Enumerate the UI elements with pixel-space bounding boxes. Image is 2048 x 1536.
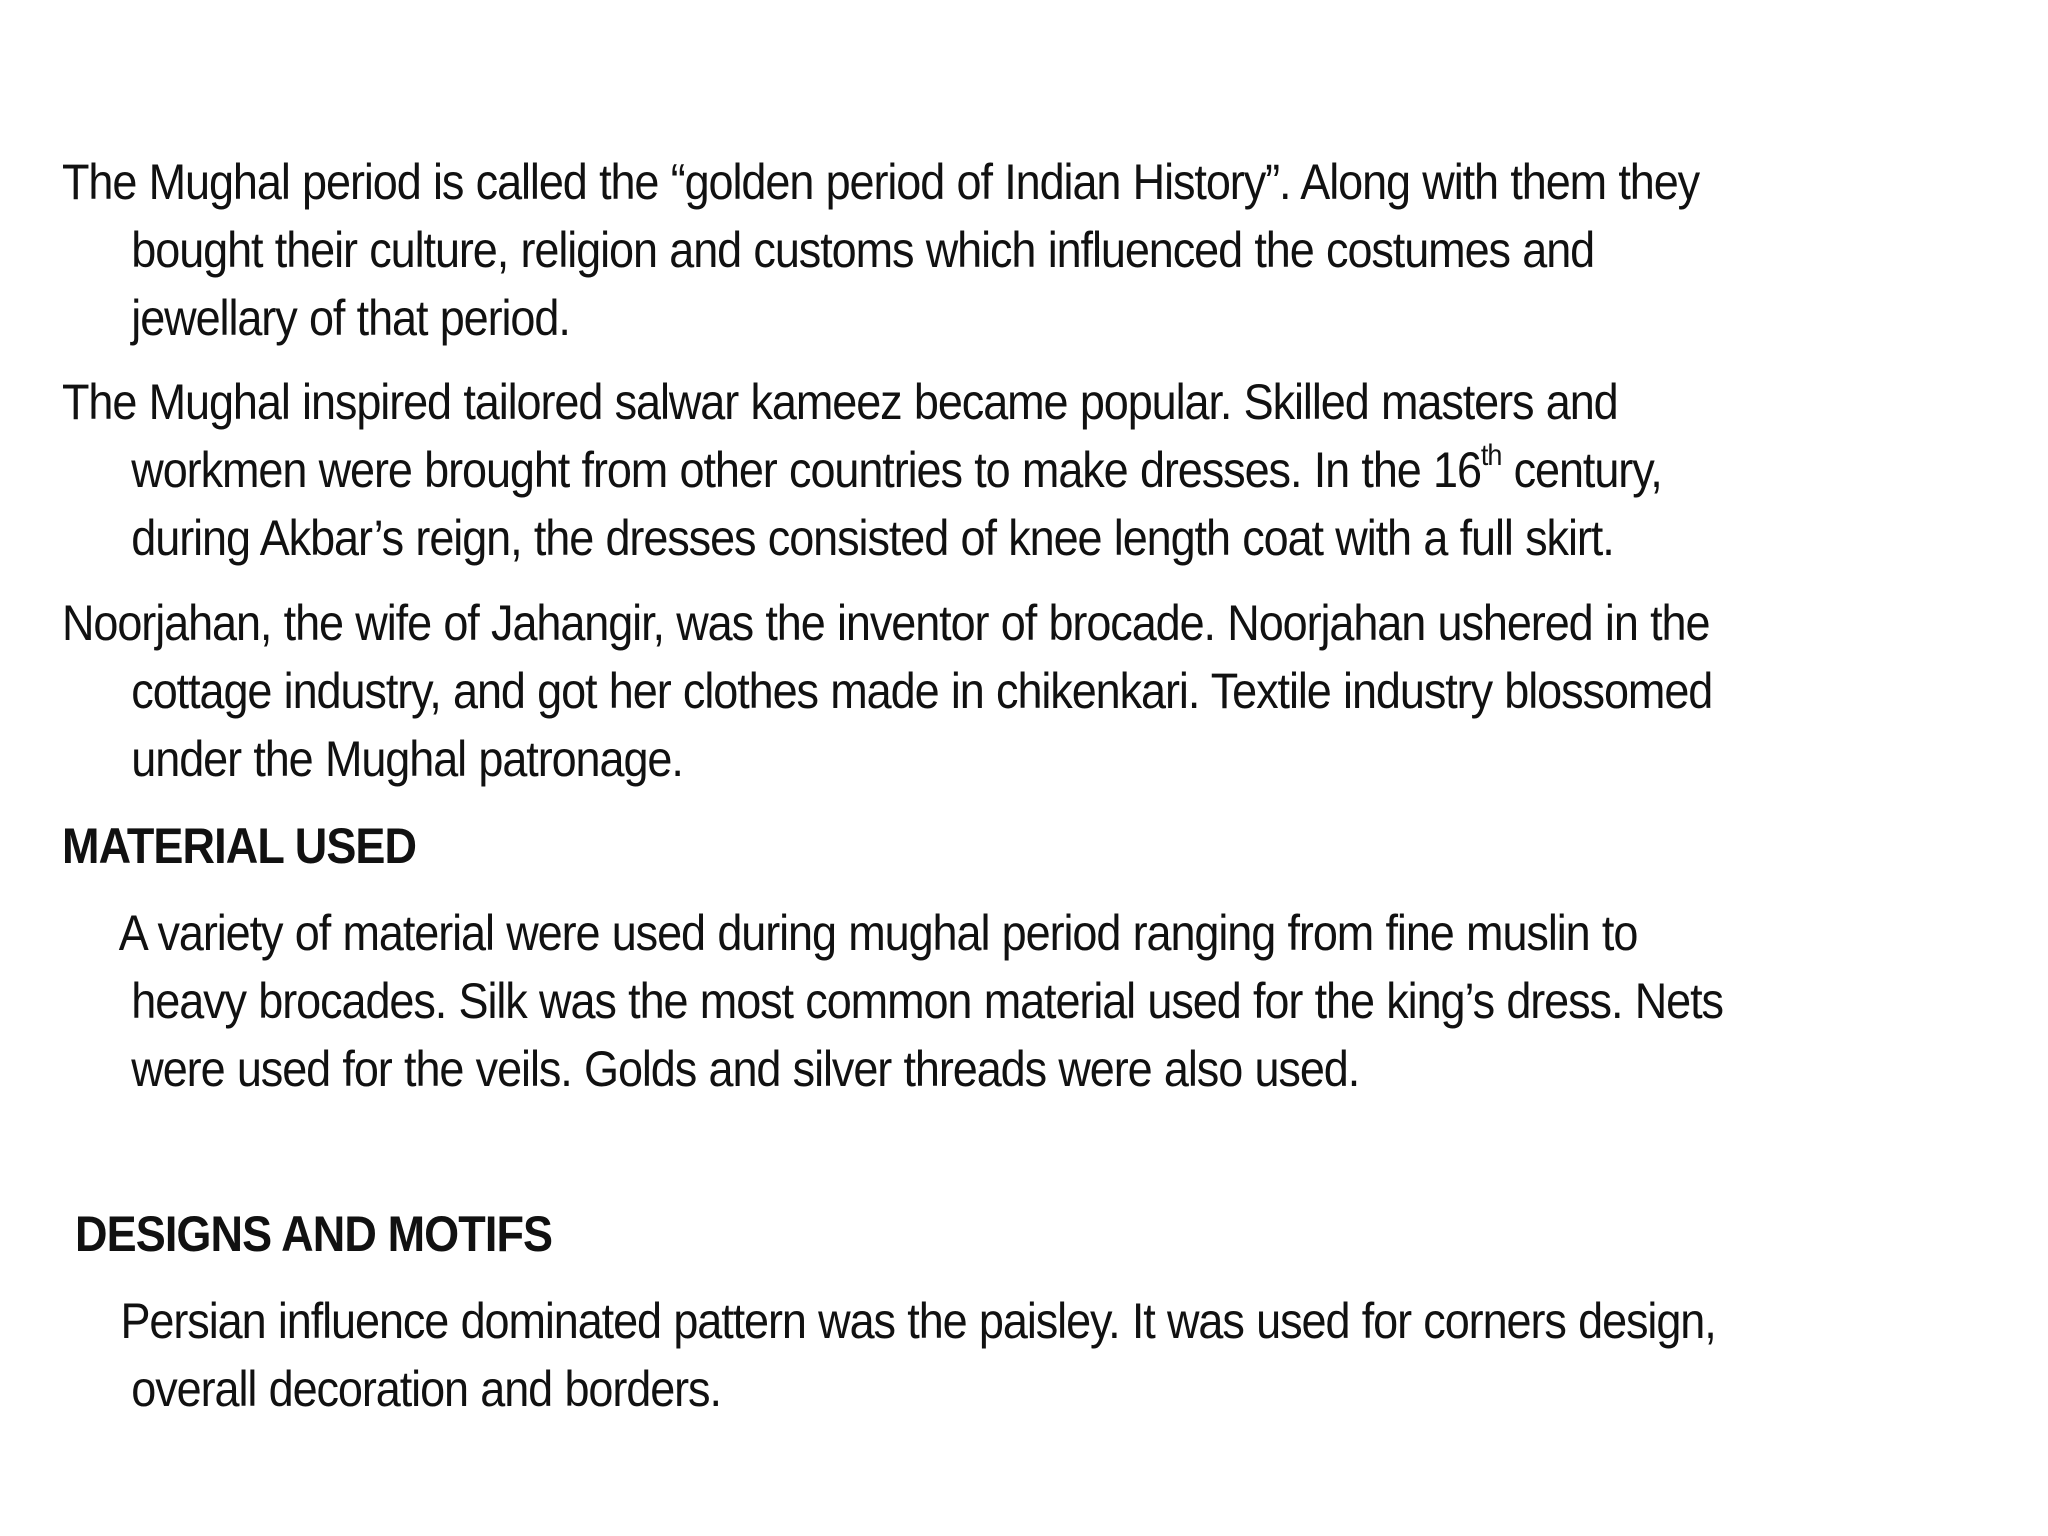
intro-line-3: jewellary of that period. — [131, 290, 570, 346]
salwar-line-2 — [62, 436, 1754, 504]
salwar-line-2-text: workmen were brought from other countries to make dresses. In the 16 — [131, 442, 1481, 498]
noorjahan-line-3: under the Mughal patronage. — [131, 731, 683, 787]
intro-line-1: The Mughal period is called the “golden period of Indian History”. Along with them they — [62, 154, 1700, 210]
material-line-2: heavy brocades. Silk was the most common material used for the king’s dress. Nets — [131, 973, 1723, 1029]
salwar-line-3: during Akbar’s reign, the dresses consisted of knee length coat with a full skirt. — [131, 510, 1614, 566]
salwar-line-2-end: century, — [1501, 442, 1662, 498]
material-paragraph — [62, 899, 1754, 1103]
noorjahan-paragraph — [62, 589, 1754, 793]
noorjahan-line-1: Noorjahan, the wife of Jahangir, was the inventor of brocade. Noorjahan ushered in the — [62, 595, 1710, 651]
salwar-paragraph — [62, 368, 1754, 572]
designs-heading: DESIGNS AND MOTIFS — [75, 1206, 553, 1262]
designs-line-2: overall decoration and borders. — [131, 1361, 721, 1417]
material-line-3: were used for the veils. Golds and silver threads were also used. — [131, 1041, 1360, 1097]
salwar-line-1: The Mughal inspired tailored salwar kameez became popular. Skilled masters and — [62, 374, 1618, 430]
intro-paragraph — [62, 148, 1754, 352]
ordinal-superscript: th — [1480, 439, 1502, 473]
designs-line-1: Persian influence dominated pattern was the paisley. It was used for corners design, — [120, 1293, 1716, 1349]
noorjahan-line-2: cottage industry, and got her clothes made in chikenkari. Textile industry blossomed — [131, 663, 1713, 719]
designs-paragraph — [62, 1287, 1754, 1423]
material-heading: MATERIAL USED — [62, 818, 417, 874]
material-line-1: A variety of material were used during mughal period ranging from fine muslin to — [118, 905, 1638, 961]
intro-line-2: bought their culture, religion and customs which influenced the costumes and — [131, 222, 1595, 278]
